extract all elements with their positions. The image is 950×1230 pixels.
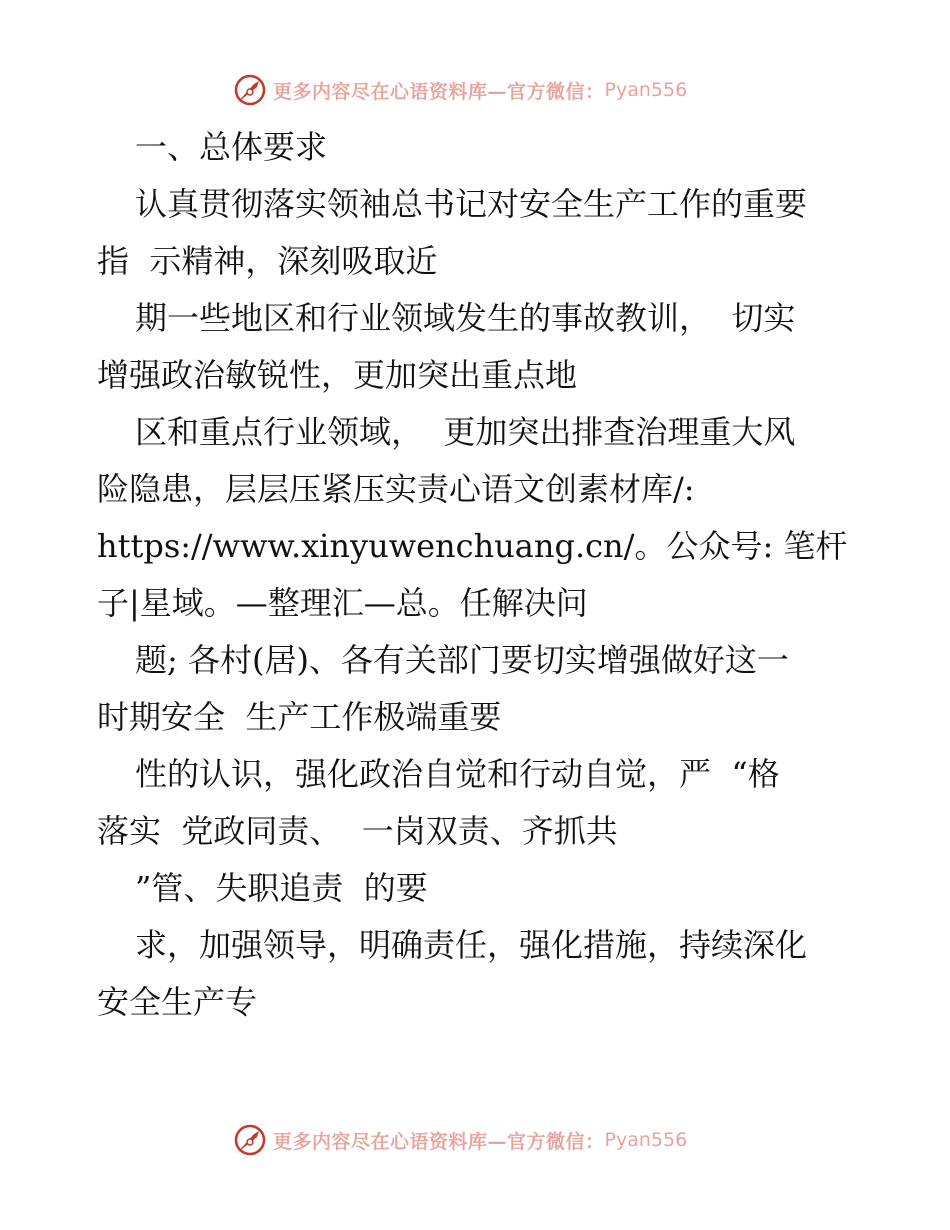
- paragraph-line: 认真贯彻落实领袖总书记对安全生产工作的重要: [135, 185, 808, 223]
- paragraph-line: ”管、失职追责 的要: [135, 869, 428, 907]
- paragraph-line: 子|星域。—整理汇—总。任解决问: [97, 584, 588, 622]
- paragraph-line: 安全生产专: [97, 983, 258, 1021]
- paragraph-line: 时期安全 生产工作极端重要: [97, 698, 502, 736]
- footer-banner-text: 更多内容尽在心语资料库—官方微信：: [273, 1130, 605, 1153]
- paragraph-line: 指 示精神，深刻吸取近: [97, 242, 438, 280]
- document-body: [97, 119, 857, 1031]
- quill-pen-circle-logo-icon: [233, 73, 267, 107]
- paragraph-line: 期一些地区和行业领域发生的事故教训， 切实: [135, 299, 796, 337]
- paragraph-line: 题; 各村(居)、各有关部门要切实增强做好这一: [135, 641, 789, 679]
- paragraph-line: 求，加强领导，明确责任，强化措施，持续深化: [135, 926, 808, 964]
- section-heading: 一、总体要求: [135, 128, 328, 166]
- footer-wechat-id: Pyan556: [604, 1129, 688, 1151]
- quill-pen-circle-logo-icon: [233, 1123, 267, 1157]
- header-banner-text: 更多内容尽在心语资料库—官方微信：: [273, 80, 605, 103]
- paragraph-line: 险隐患，层层压紧压实责心语文创素材库/:: [97, 470, 695, 508]
- paragraph-line: https://www.xinyuwenchuang.cn/。公众号: 笔杆: [97, 527, 848, 565]
- paragraph-line: 性的认识，强化政治自觉和行动自觉，严 “格: [135, 755, 780, 793]
- header-wechat-id: Pyan556: [604, 79, 688, 101]
- footer-banner: [233, 1122, 687, 1158]
- header-banner: [233, 72, 687, 108]
- paragraph-line: 落实 党政同责、 一岗双责、齐抓共: [97, 812, 618, 850]
- paragraph-line: 增强政治敏锐性，更加突出重点地: [97, 356, 578, 394]
- paragraph-line: 区和重点行业领域， 更加突出排查治理重大风: [135, 413, 796, 451]
